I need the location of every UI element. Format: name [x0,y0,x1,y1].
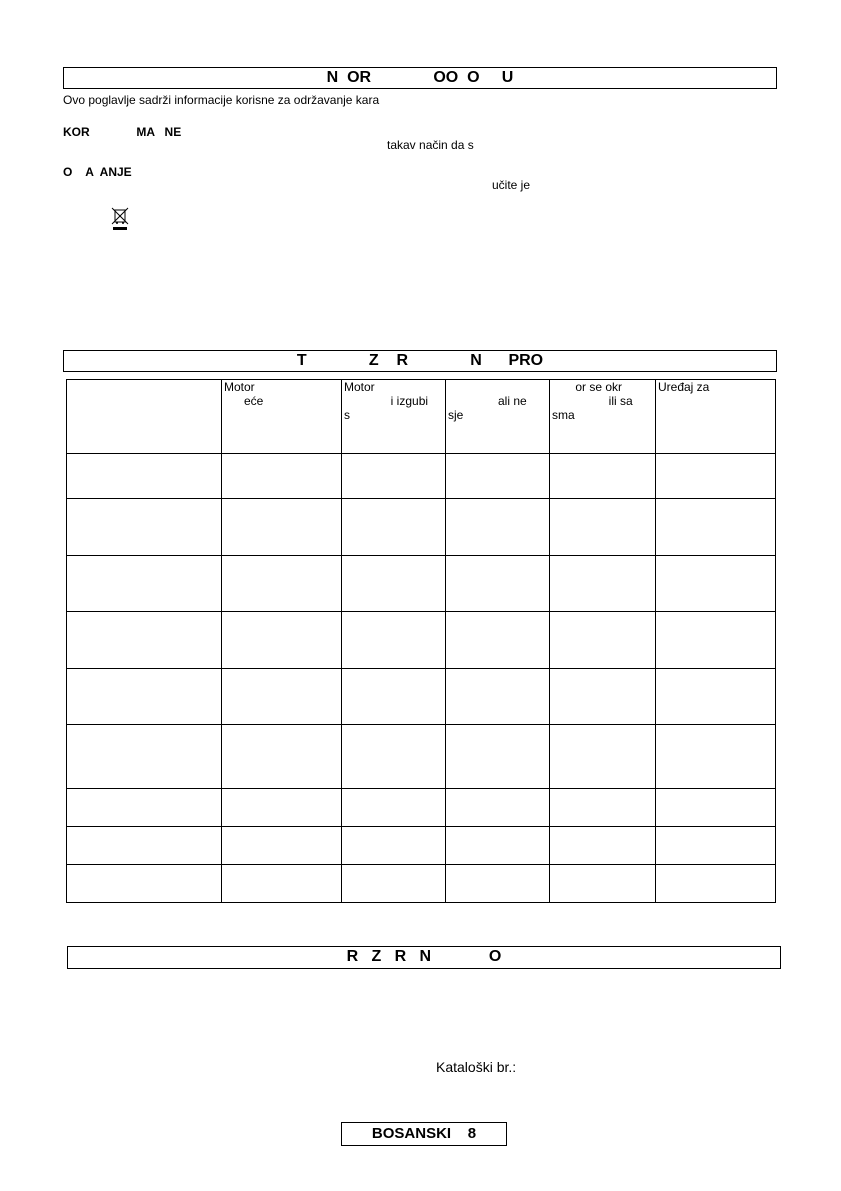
troubleshooting-section-title: T Z R N PRO [63,350,777,372]
table-cell [656,725,776,789]
table-cell [67,499,222,556]
table-row [67,865,776,903]
table-cell [446,499,550,556]
table-cell [656,865,776,903]
storage-text: učite je [492,178,531,192]
table-cell [222,725,342,789]
table-cell [446,612,550,669]
table-cell [67,789,222,827]
header-cell: Motor eće [222,380,342,454]
table-row [67,669,776,725]
table-row [67,612,776,669]
table-row [67,827,776,865]
table-cell [67,556,222,612]
page-footer: BOSANSKI 8 [341,1122,507,1146]
table-cell [550,454,656,499]
header-cell: ali ne sje [446,380,550,454]
table-cell [67,725,222,789]
storage-label: O A ANJE [63,165,132,179]
table-cell [446,789,550,827]
table-cell [342,556,446,612]
table-cell [656,612,776,669]
table-cell [342,789,446,827]
maintenance-intro: Ovo poglavlje sadrži informacije korisne za održavanje kara [63,93,380,107]
table-cell [446,827,550,865]
warning-text: takav način da s [387,138,474,152]
header-cell: Uređaj za [656,380,776,454]
table-cell [656,669,776,725]
table-cell [550,789,656,827]
table-cell [656,789,776,827]
table-cell [550,612,656,669]
table-cell [222,827,342,865]
table-row [67,499,776,556]
table-cell [446,669,550,725]
maintenance-section-title: N OR OO O U [63,67,777,89]
table-cell [222,556,342,612]
table-cell [222,789,342,827]
header-cell [67,380,222,454]
table-cell [342,454,446,499]
table-cell [446,725,550,789]
table-cell [342,669,446,725]
table-cell [222,454,342,499]
header-cell: Motor i izgubi s [342,380,446,454]
table-cell [67,612,222,669]
troubleshooting-table [66,379,776,903]
table-cell [656,499,776,556]
table-cell [656,454,776,499]
table-cell [67,865,222,903]
catalog-number-label: Kataloški br.: [436,1059,517,1075]
table-cell [550,725,656,789]
table-row [67,556,776,612]
table-cell [222,612,342,669]
table-cell [342,725,446,789]
table-cell [550,827,656,865]
table-cell [342,612,446,669]
table-cell [550,669,656,725]
spare-parts-section-title: R Z R N O [67,946,781,969]
table-cell [550,499,656,556]
table-cell [342,827,446,865]
crossed-out-bin-icon [110,206,130,232]
table-cell [342,865,446,903]
header-cell: or se okr ili sa sma [550,380,656,454]
table-row [67,454,776,499]
table-row [67,789,776,827]
table-cell [222,499,342,556]
table-cell [550,556,656,612]
table-cell [446,454,550,499]
table-cell [222,865,342,903]
table-row [67,725,776,789]
table-cell [342,499,446,556]
table-cell [550,865,656,903]
table-cell [656,827,776,865]
table-cell [222,669,342,725]
table-cell [67,827,222,865]
table-cell [656,556,776,612]
table-cell [446,556,550,612]
table-cell [446,865,550,903]
table-header-row [67,380,776,454]
table-cell [67,669,222,725]
table-cell [67,454,222,499]
warning-label: KOR MA NE [63,125,182,139]
